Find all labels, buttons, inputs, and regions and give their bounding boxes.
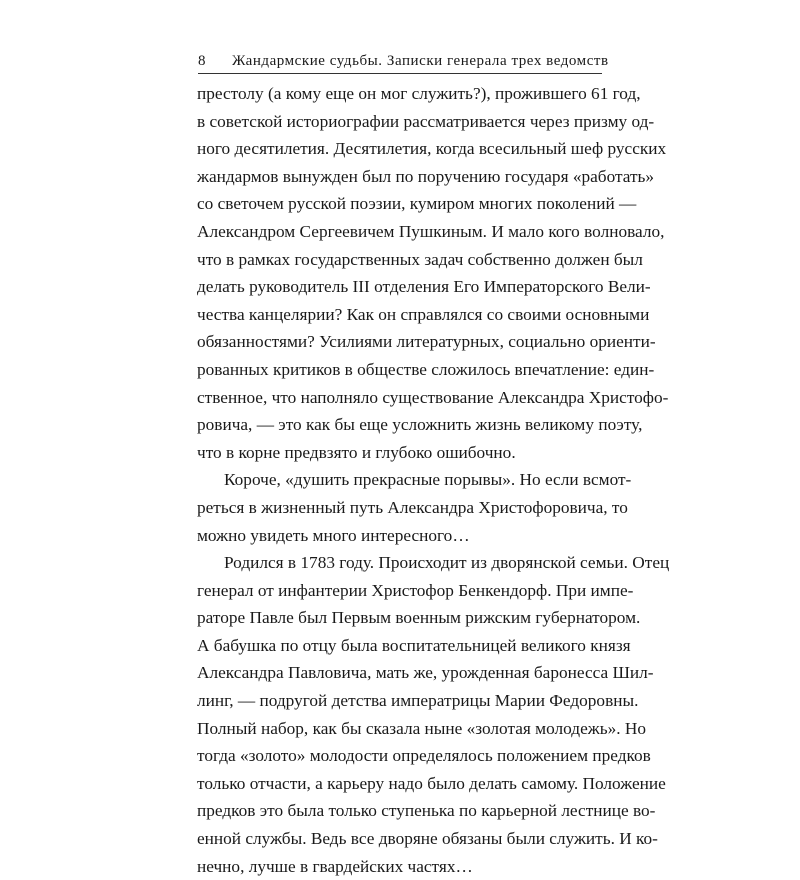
text-line: чества канцелярии? Как он справлялся со своими основными	[197, 304, 650, 324]
text-line: предков это была только ступенька по карьерной лестнице во-	[197, 801, 656, 821]
text-line: реться в жизненный путь Александра Христофоровича, то	[197, 497, 628, 517]
text-line: раторе Павле был Первым военным рижским губернатором.	[197, 608, 641, 628]
text-line: генерал от инфантерии Христофор Бенкендорф. При импе-	[197, 580, 634, 600]
text-line: линг, — подругой детства императрицы Марии Федоровны.	[197, 691, 639, 711]
text-line: тогда «золото» молодости определялось положением предков	[197, 746, 651, 766]
running-title: Жандармские судьбы. Записки генерала трех ведомств	[232, 53, 609, 69]
text-line: Александра Павловича, мать же, урожденная баронесса Шил-	[197, 663, 654, 683]
running-head	[198, 50, 609, 72]
text-line: енной службы. Ведь все дворяне обязаны были служить. И ко-	[197, 829, 658, 849]
text-line: ровича, — это как бы еще усложнить жизнь великому поэту,	[197, 415, 643, 435]
text-line: нечно, лучше в гвардейских частях…	[197, 856, 473, 876]
text-line: можно увидеть много интересного…	[197, 525, 470, 545]
text-line: со светочем русской поэзии, кумиром многих поколений —	[197, 194, 637, 214]
text-line: Полный набор, как бы сказала ныне «золотая молодежь». Но	[197, 718, 646, 738]
body-text	[197, 80, 670, 880]
page-number: 8	[198, 53, 206, 69]
text-line: А бабушка по отцу была воспитательницей великого князя	[197, 635, 631, 655]
text-line: делать руководитель III отделения Его Императорского Вели-	[197, 277, 651, 297]
text-line: Родился в 1783 году. Происходит из дворянской семьи. Отец	[224, 553, 670, 573]
text-line: ного десятилетия. Десятилетия, когда всесильный шеф русских	[197, 139, 667, 159]
header-rule	[198, 73, 602, 74]
text-line: что в рамках государственных задач собственно должен был	[197, 249, 643, 269]
text-line: только отчасти, а карьеру надо было делать самому. Положение	[197, 773, 666, 793]
text-line: в советской историографии рассматривается через призму од-	[197, 111, 655, 131]
text-line: что в корне предвзято и глубоко ошибочно.	[197, 442, 516, 462]
text-line: Александром Сергеевичем Пушкиным. И мало кого волновало,	[197, 221, 665, 241]
text-line: жандармов вынужден был по поручению государя «работать»	[197, 166, 655, 186]
text-line: ственное, что наполняло существование Александра Христофо-	[197, 387, 669, 407]
text-line: рованных критиков в обществе сложилось впечатление: един-	[197, 359, 655, 379]
text-line: обязанностями? Усилиями литературных, социально ориенти-	[197, 332, 656, 352]
text-line: Короче, «душить прекрасные порывы». Но если всмот-	[224, 470, 632, 490]
text-line: престолу (а кому еще он мог служить?), прожившего 61 год,	[197, 84, 641, 103]
